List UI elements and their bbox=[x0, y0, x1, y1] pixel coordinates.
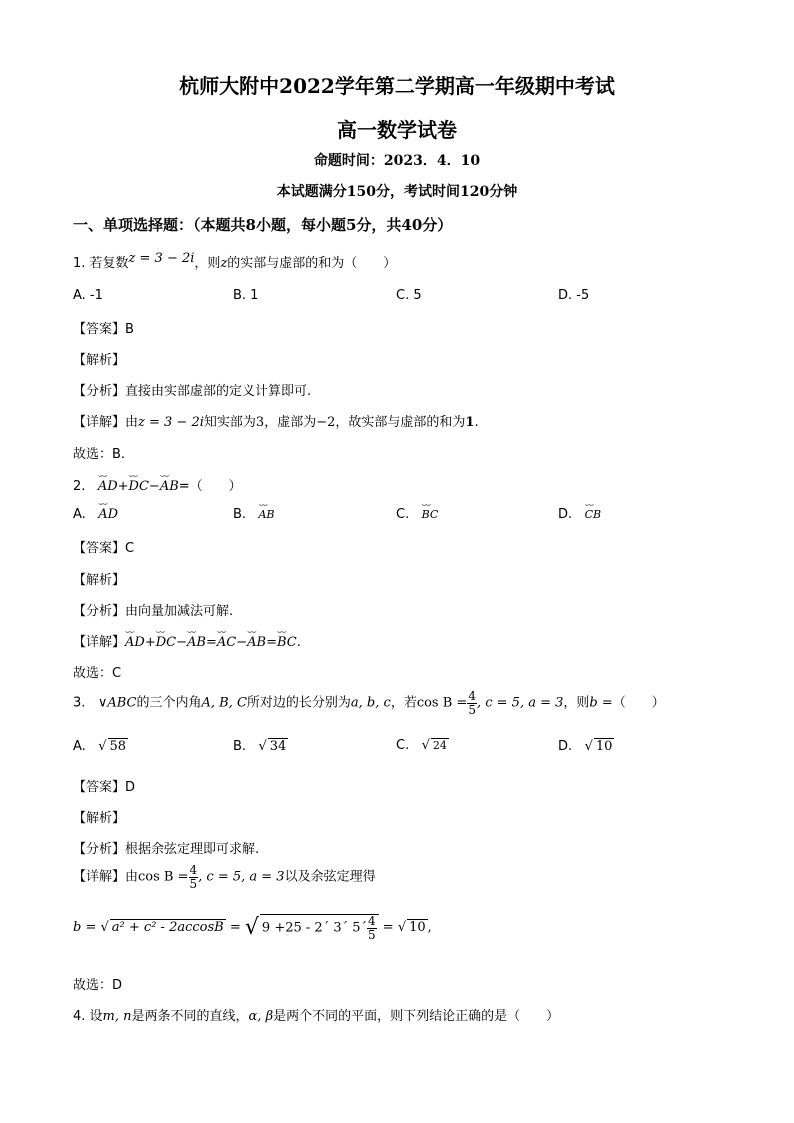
q3-stem3: ，若 bbox=[390, 695, 417, 711]
exam-info: 本试题满分150分，考试时间120分钟 bbox=[276, 184, 518, 200]
q1-option-d: D. -5 bbox=[558, 288, 590, 303]
q3-option-c-value: 24 bbox=[432, 739, 447, 752]
q2-option-a-vec: ⌣⌣ AD bbox=[98, 507, 118, 522]
q3-detail-pre: 【详解】由 bbox=[73, 869, 139, 885]
q3-formula-frac-den: 5 bbox=[368, 927, 376, 942]
q1-stem-post: ，则 bbox=[194, 256, 221, 271]
q3-detail-cos: cos B = bbox=[138, 869, 189, 885]
q2-option-c-vec: ⌣⌣ BC bbox=[422, 508, 439, 521]
q2-detail-vec-ab2: ⌣⌣ AB bbox=[247, 635, 266, 650]
q1-stem-end: 的实部与虚部的和为（ ） bbox=[227, 256, 397, 271]
q2-detail-label: 【详解】 bbox=[73, 635, 126, 650]
q3-detail bbox=[73, 864, 376, 890]
q3-option-d: D. √ 10 bbox=[558, 739, 613, 754]
q1-detail bbox=[73, 411, 479, 430]
q2-detail: 【详解】⌣⌣ AD+⌣⌣ DC−⌣⌣ AB=⌣⌣ AC−⌣⌣ AB=⌣⌣ BC. bbox=[73, 631, 301, 650]
q3-formula-comma: , bbox=[427, 920, 432, 936]
q2-option-a-label: A. bbox=[73, 507, 86, 522]
q1-choose: 故选：B. bbox=[73, 447, 126, 462]
q3-option-b-label: B. bbox=[233, 739, 247, 754]
q2-option-d bbox=[558, 507, 601, 522]
q3-detail-frac-den: 5 bbox=[189, 876, 198, 891]
q2-option-a bbox=[73, 507, 118, 522]
q2-choose: 故选：C bbox=[73, 666, 122, 681]
q3-cos: cos B = bbox=[416, 695, 468, 711]
q1-stem-pre: 1. 若复数 bbox=[73, 256, 129, 271]
q3-option-b-value: 34 bbox=[269, 739, 287, 754]
q1-fenxi: 【分析】直接由实部虚部的定义计算即可. bbox=[73, 384, 312, 399]
q1-detail-1: 1 bbox=[465, 415, 475, 430]
q3-sides: a, b, c bbox=[350, 695, 391, 711]
q2-detail-vec-ac: ⌣⌣ AC bbox=[217, 635, 236, 650]
q3-option-c-label: C. bbox=[396, 738, 410, 753]
q1-detail-pre: 【详解】由 bbox=[73, 415, 139, 430]
q2-option-d-vec: ⌣⌣ CB bbox=[585, 508, 602, 521]
q3-option-a-label: A. bbox=[73, 739, 86, 754]
q4-stem-pre: 4. 设 bbox=[73, 1009, 103, 1024]
q3-stem1: 的三个内角 bbox=[136, 695, 202, 711]
q3-option-a: A. √ 58 bbox=[73, 739, 127, 754]
q4-stem-mid: 是两条不同的直线， bbox=[131, 1009, 249, 1024]
q2-option-b-vec: ⌣⌣ AB bbox=[258, 508, 274, 521]
q3-stem4: ，则 bbox=[563, 695, 590, 711]
q1-stem-z: z bbox=[220, 256, 228, 271]
q3-formula-rad1: a² + c² - 2accosB bbox=[111, 920, 224, 936]
q3-answer: 【答案】D bbox=[73, 780, 136, 795]
q3-frac-num: 4 bbox=[468, 689, 476, 703]
q1-jiexi: 【解析】 bbox=[73, 353, 126, 368]
q1-detail-m2: −2 bbox=[316, 415, 336, 430]
q1-detail-mid1: 知实部为 bbox=[203, 415, 256, 430]
q2-vec-dc: ⌣⌣ DC bbox=[129, 479, 149, 494]
q3-formula-left: b = bbox=[73, 920, 97, 936]
q3-detail-post: 以及余弦定理得 bbox=[284, 869, 376, 885]
q3-formula-end: = bbox=[382, 920, 394, 936]
q3-triangle: ∨ABC bbox=[97, 695, 137, 711]
q3-paren: （ ） bbox=[612, 695, 665, 711]
q2-eq: =（ ） bbox=[178, 479, 242, 494]
q3-option-c: C. √ 24 bbox=[396, 738, 447, 753]
q3-angles: A, B, C bbox=[201, 695, 247, 711]
q3-cond: , c = 5, a = 3 bbox=[476, 695, 564, 711]
q3-option-d-label: D. bbox=[558, 739, 573, 754]
q3-num: 3. bbox=[73, 695, 86, 711]
q2-option-b-label: B. bbox=[233, 507, 247, 522]
q3-formula-rad2: 9 +25 - 2´ 3´ 5´ bbox=[261, 920, 367, 936]
q3-jiexi: 【解析】 bbox=[73, 811, 126, 826]
q3-formula-frac-num: 4 bbox=[368, 914, 376, 928]
q1-option-a: A. -1 bbox=[73, 288, 103, 303]
q3-formula-rad3: 10 bbox=[409, 920, 426, 936]
section-heading: 一、单项选择题：（本题共8小题，每小题5分，共40分） bbox=[73, 216, 453, 234]
q1-detail-3: 3 bbox=[255, 415, 265, 430]
q1-detail-math: z = 3 − 2i bbox=[138, 415, 204, 430]
q2-option-c-label: C. bbox=[396, 507, 410, 522]
exam-title: 杭师大附中2022学年第二学期高一年级期中考试 bbox=[179, 74, 615, 98]
exam-subtitle: 高一数学试卷 bbox=[337, 118, 457, 142]
q1-detail-mid2: ，虚部为 bbox=[264, 415, 317, 430]
q1-detail-end: . bbox=[474, 415, 479, 430]
q2-vec-ad: ⌣⌣ AD bbox=[98, 479, 118, 494]
q1-answer: 【答案】B bbox=[73, 322, 134, 337]
q3-option-b: B. √ 34 bbox=[233, 739, 287, 754]
q1-detail-mid3: ，故实部与虚部的和为 bbox=[335, 415, 466, 430]
q3-formula-eq: = bbox=[229, 920, 241, 936]
question-3-stem bbox=[73, 690, 665, 716]
q4-mn: m, n bbox=[102, 1009, 132, 1024]
q3-detail-fraction bbox=[189, 864, 199, 890]
q3-detail-frac-num: 4 bbox=[189, 863, 198, 877]
q3-option-a-value: 58 bbox=[109, 739, 127, 754]
q2-detail-vec-ad: ⌣⌣ AD bbox=[125, 635, 145, 650]
q3-fraction bbox=[467, 690, 477, 716]
q3-b-eq: b = bbox=[589, 695, 613, 711]
q3-stem2: 所对边的长分别为 bbox=[246, 695, 351, 711]
q2-detail-vec-dc: ⌣⌣ DC bbox=[156, 635, 176, 650]
question-1-stem bbox=[73, 252, 396, 271]
exam-date: 命题时间：2023．4．10 bbox=[313, 153, 481, 169]
q3-formula-rad2-wrap bbox=[260, 914, 379, 941]
q1-option-b: B. 1 bbox=[233, 288, 259, 303]
q3-option-d-value: 10 bbox=[595, 739, 613, 754]
q2-minus: − bbox=[148, 479, 160, 494]
q2-answer: 【答案】C bbox=[73, 541, 135, 556]
q1-stem-math: z = 3 − 2i bbox=[128, 251, 195, 266]
q3-formula: b = √ a² + c² - 2accosB = √ 9 +25 - 2´ 3´ 5´ $\frac{4}{5}$ = √ 10 , bbox=[73, 914, 432, 942]
question-2-stem bbox=[73, 475, 242, 494]
q3-detail-cond: , c = 5, a = 3 bbox=[198, 869, 285, 885]
q2-option-d-label: D. bbox=[558, 507, 573, 522]
q2-vec-ab: ⌣⌣ AB bbox=[160, 479, 179, 494]
q2-plus: + bbox=[117, 479, 129, 494]
q4-ab: α, β bbox=[248, 1009, 274, 1024]
q2-detail-vec-bc: ⌣⌣ BC bbox=[277, 635, 297, 650]
question-4-stem bbox=[73, 1005, 559, 1024]
q2-fenxi: 【分析】由向量加减法可解. bbox=[73, 604, 234, 619]
q2-num: 2. bbox=[73, 479, 86, 494]
q2-jiexi: 【解析】 bbox=[73, 573, 126, 588]
q3-frac-den: 5 bbox=[468, 702, 476, 717]
q4-stem-end: 是两个不同的平面，则下列结论正确的是（ ） bbox=[273, 1009, 560, 1024]
q3-fenxi: 【分析】根据余弦定理即可求解. bbox=[73, 842, 260, 857]
q2-option-b bbox=[233, 507, 275, 522]
q1-option-c: C. 5 bbox=[396, 288, 422, 303]
q3-choose: 故选：D bbox=[73, 978, 123, 993]
q3-formula-fraction bbox=[367, 915, 377, 941]
q2-detail-vec-ab: ⌣⌣ AB bbox=[187, 635, 206, 650]
q2-option-c bbox=[396, 507, 438, 522]
